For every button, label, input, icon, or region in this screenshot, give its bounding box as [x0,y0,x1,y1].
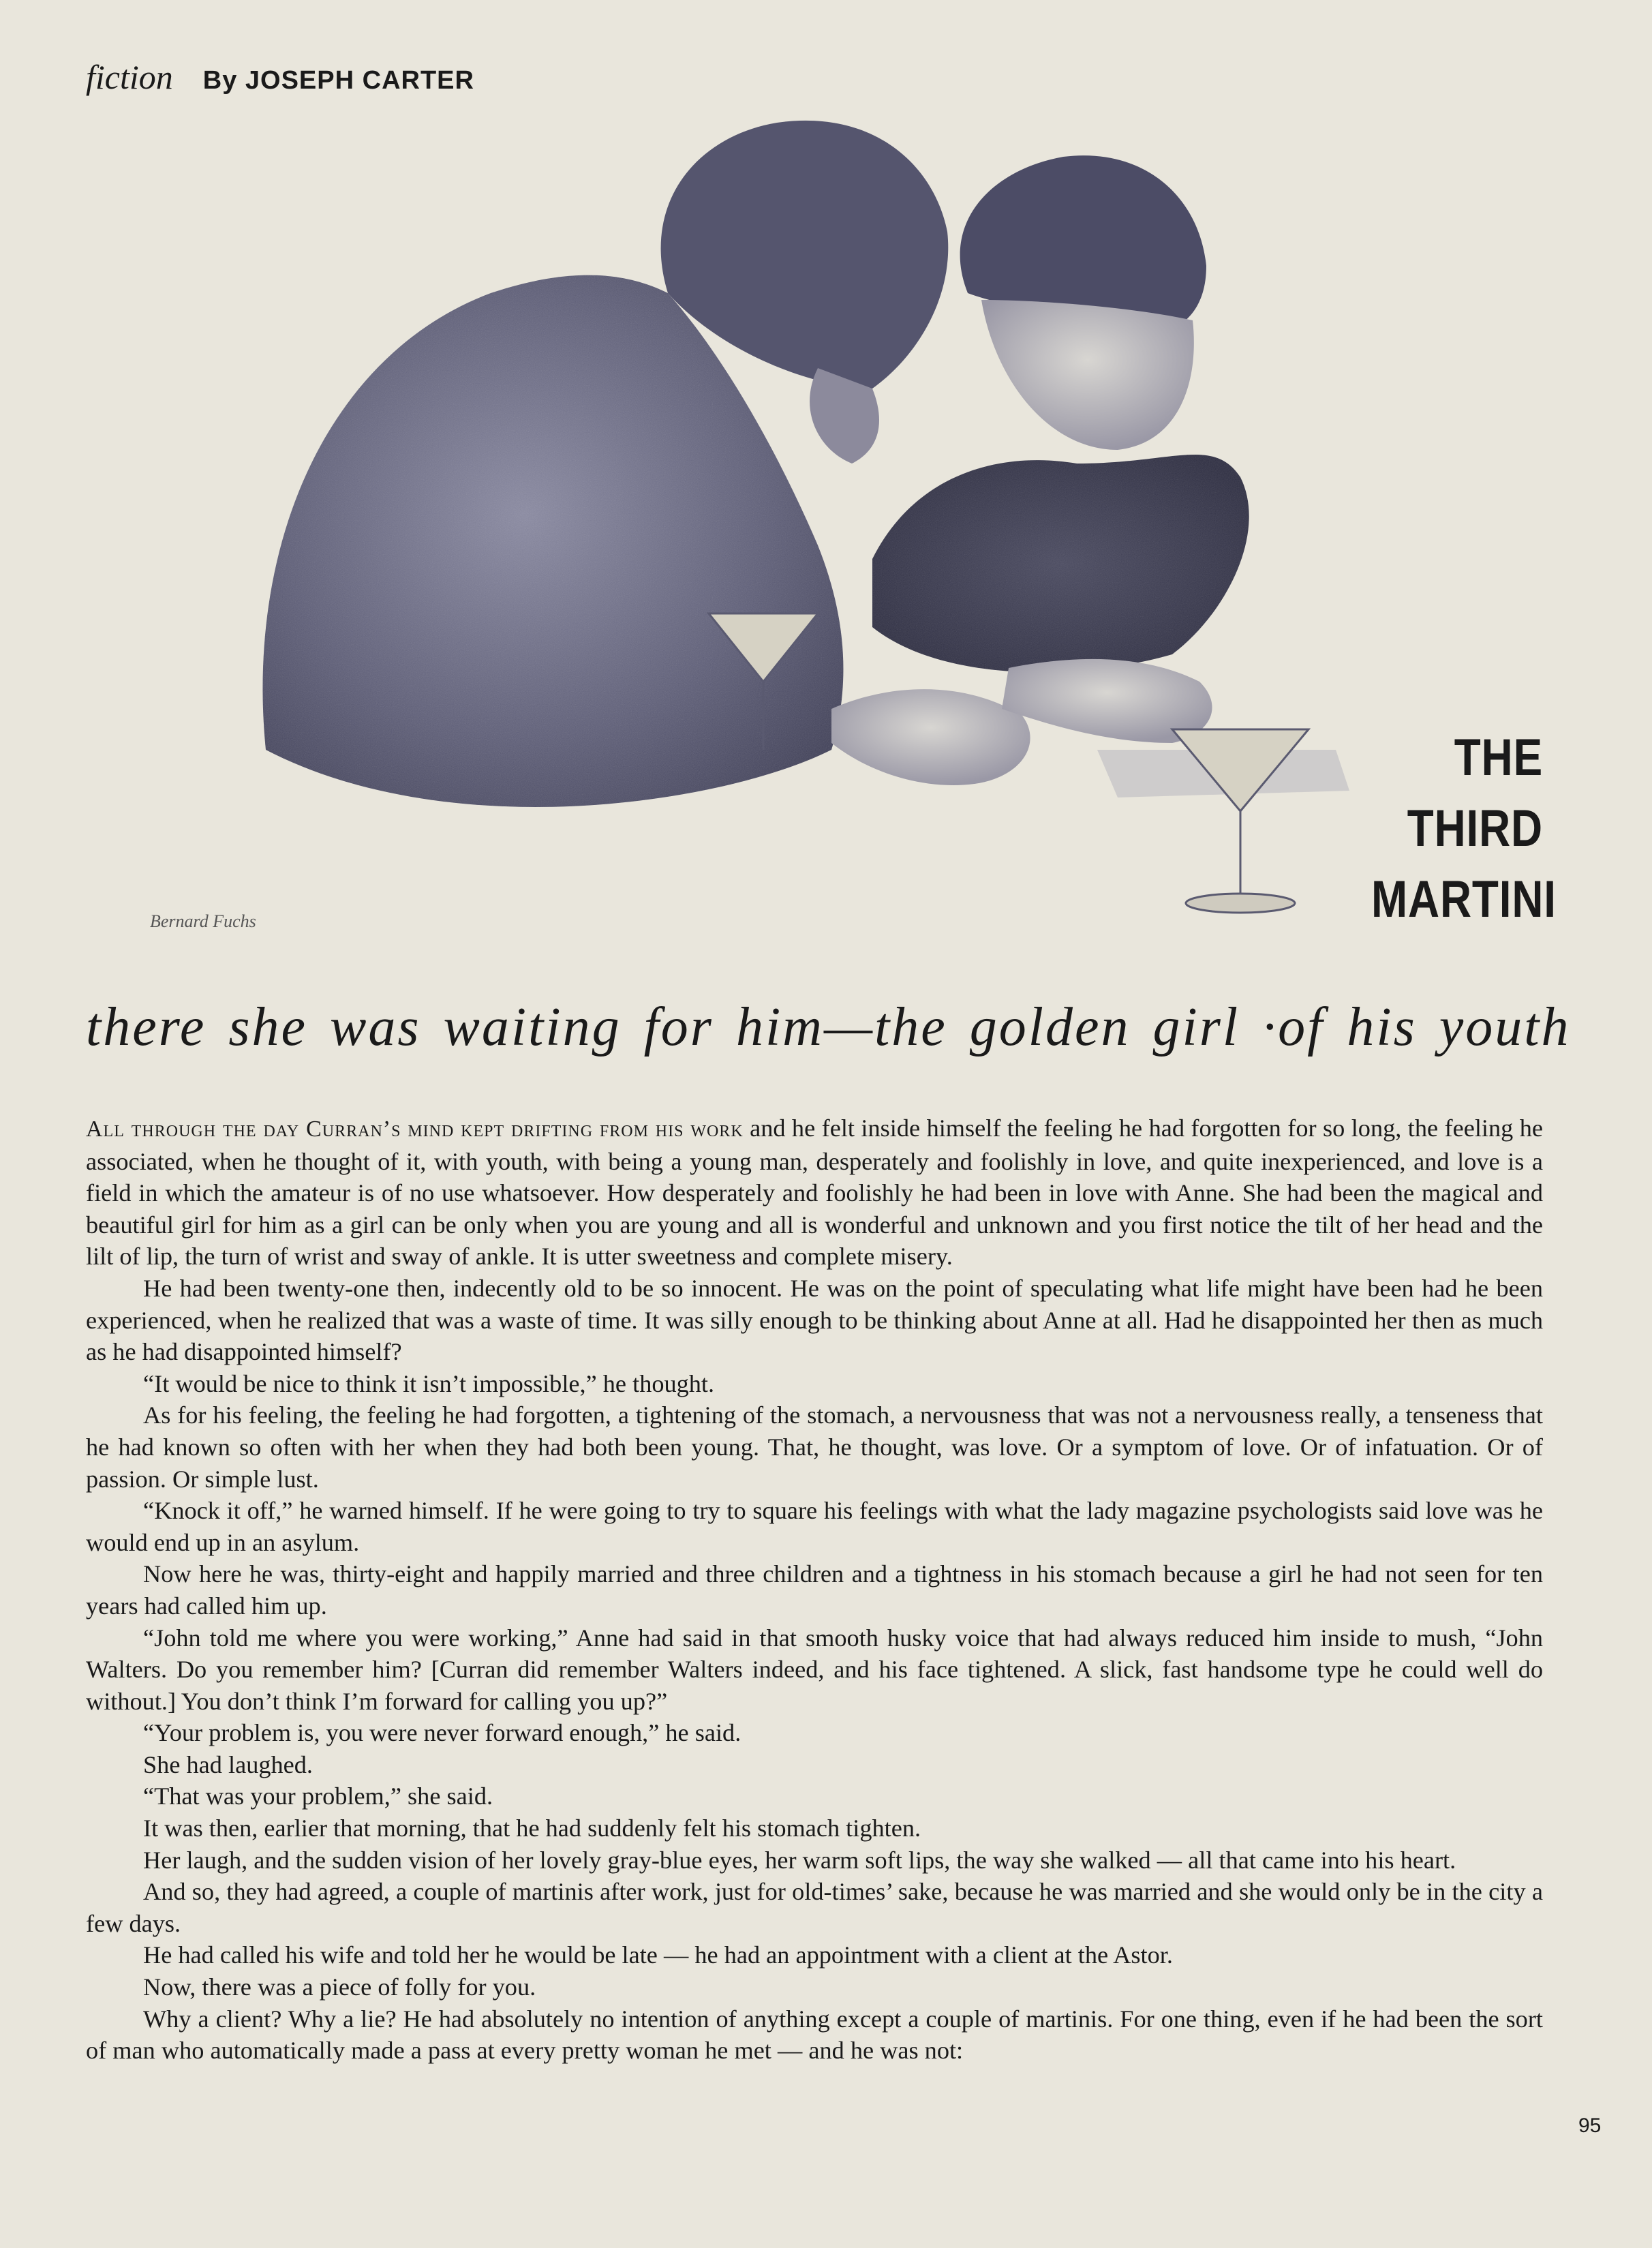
lead-paragraph [86,1112,1543,1273]
section-label: fiction [86,58,173,96]
paragraph: Now, there was a piece of folly for you. [143,1973,536,2001]
paragraph: “That was your problem,” she said. [143,1782,493,1810]
paragraph: Why a client? Why a lie? He had absolutely no intention of anything except a couple of martinis. For one thing, even if he had been the sort of man who automatically made a pass at every pretty woman he met — and he was not: [86,2005,1543,2065]
illustration-couple-with-martinis [109,68,1404,968]
paragraph: He had called his wife and told her he would be late — he had an appointment with a client at the Astor. [143,1941,1173,1969]
article-body [86,1112,1543,2067]
paragraph: “Knock it off,” he warned himself. If he were going to try to square his feelings with what the lady magazine psychologists said love was he would end up in an asylum. [86,1497,1543,1556]
byline: By JOSEPH CARTER [202,66,474,95]
lead-text: and he felt inside himself the feeling he had forgotten for so long, the feeling he associated, when he thought of it, with youth, with being a young man, desperately and foolishly in love, and quite inexperienced, and love is a field in which the amateur is of no use whatsoever. How desperately and foolishly he had been in love with Anne. She had been the magical and beautiful girl for him as a girl can be only when you are young and all is wonderful and unknown and you first notice the tilt of her head and the lilt of lip, the turn of wrist and sway of ankle. It is utter sweetness and complete misery. [86,1114,1543,1271]
paragraph: She had laughed. [143,1750,313,1778]
title-line: THIRD [1407,800,1543,857]
article-title [1371,723,1557,935]
man-figure [262,121,1030,807]
page-number: 95 [1578,2114,1602,2137]
paragraph: He had been twenty-one then, indecently old to be so innocent. He was on the point of speculating what life might have been had he been experienced, when he realized that was a waste of time. It was silly enough to be thinking about Anne at all. Had he disappointed her then as much as he had disappointed himself? [86,1274,1543,1366]
subtitle: there she was waiting for him—the golden girl ·of his youth [86,997,1571,1057]
paragraph: Now here he was, thirty-eight and happily married and three children and a tightness in his stomach because a girl he had not seen for ten years had called him up. [86,1560,1543,1620]
paragraph: And so, they had agreed, a couple of martinis after work, just for old-times’ sake, because he was married and she would only be in the city a few days. [86,1878,1543,1937]
artist-signature: Bernard Fuchs [150,911,256,931]
paragraph: “Your problem is, you were never forward enough,” he said. [143,1719,741,1747]
title-line: THE [1454,729,1543,787]
title-line: MARTINI [1371,870,1557,928]
lead-smallcaps: All through the day Curran’s mind kept drifting from his work [86,1117,744,1142]
paragraph: “John told me where you were working,” Anne had said in that smooth husky voice that had always reduced him inside to mush, “John Walters. Do you remember him? [Curran did remember Walters indeed, and his face tightened. A slick, fast handsome type he could well do without.] You don’t think I’m forward for calling you up?” [86,1624,1543,1715]
paragraph: It was then, earlier that morning, that he had suddenly felt his stomach tighten. [143,1814,921,1842]
paragraph: Her laugh, and the sudden vision of her lovely gray-blue eyes, her warm soft lips, the way she walked — all that came into his heart. [143,1846,1456,1874]
paragraph: As for his feeling, the feeling he had forgotten, a tightening of the stomach, a nervousness that was not a nervousness really, a tenseness that he had known so often with her when they had both been young. That, he thought, was love. Or a symptom of love. Or of infatuation. Or of passion. Or simple lust. [86,1401,1543,1493]
paragraph: “It would be nice to think it isn’t impossible,” he thought. [143,1369,715,1397]
